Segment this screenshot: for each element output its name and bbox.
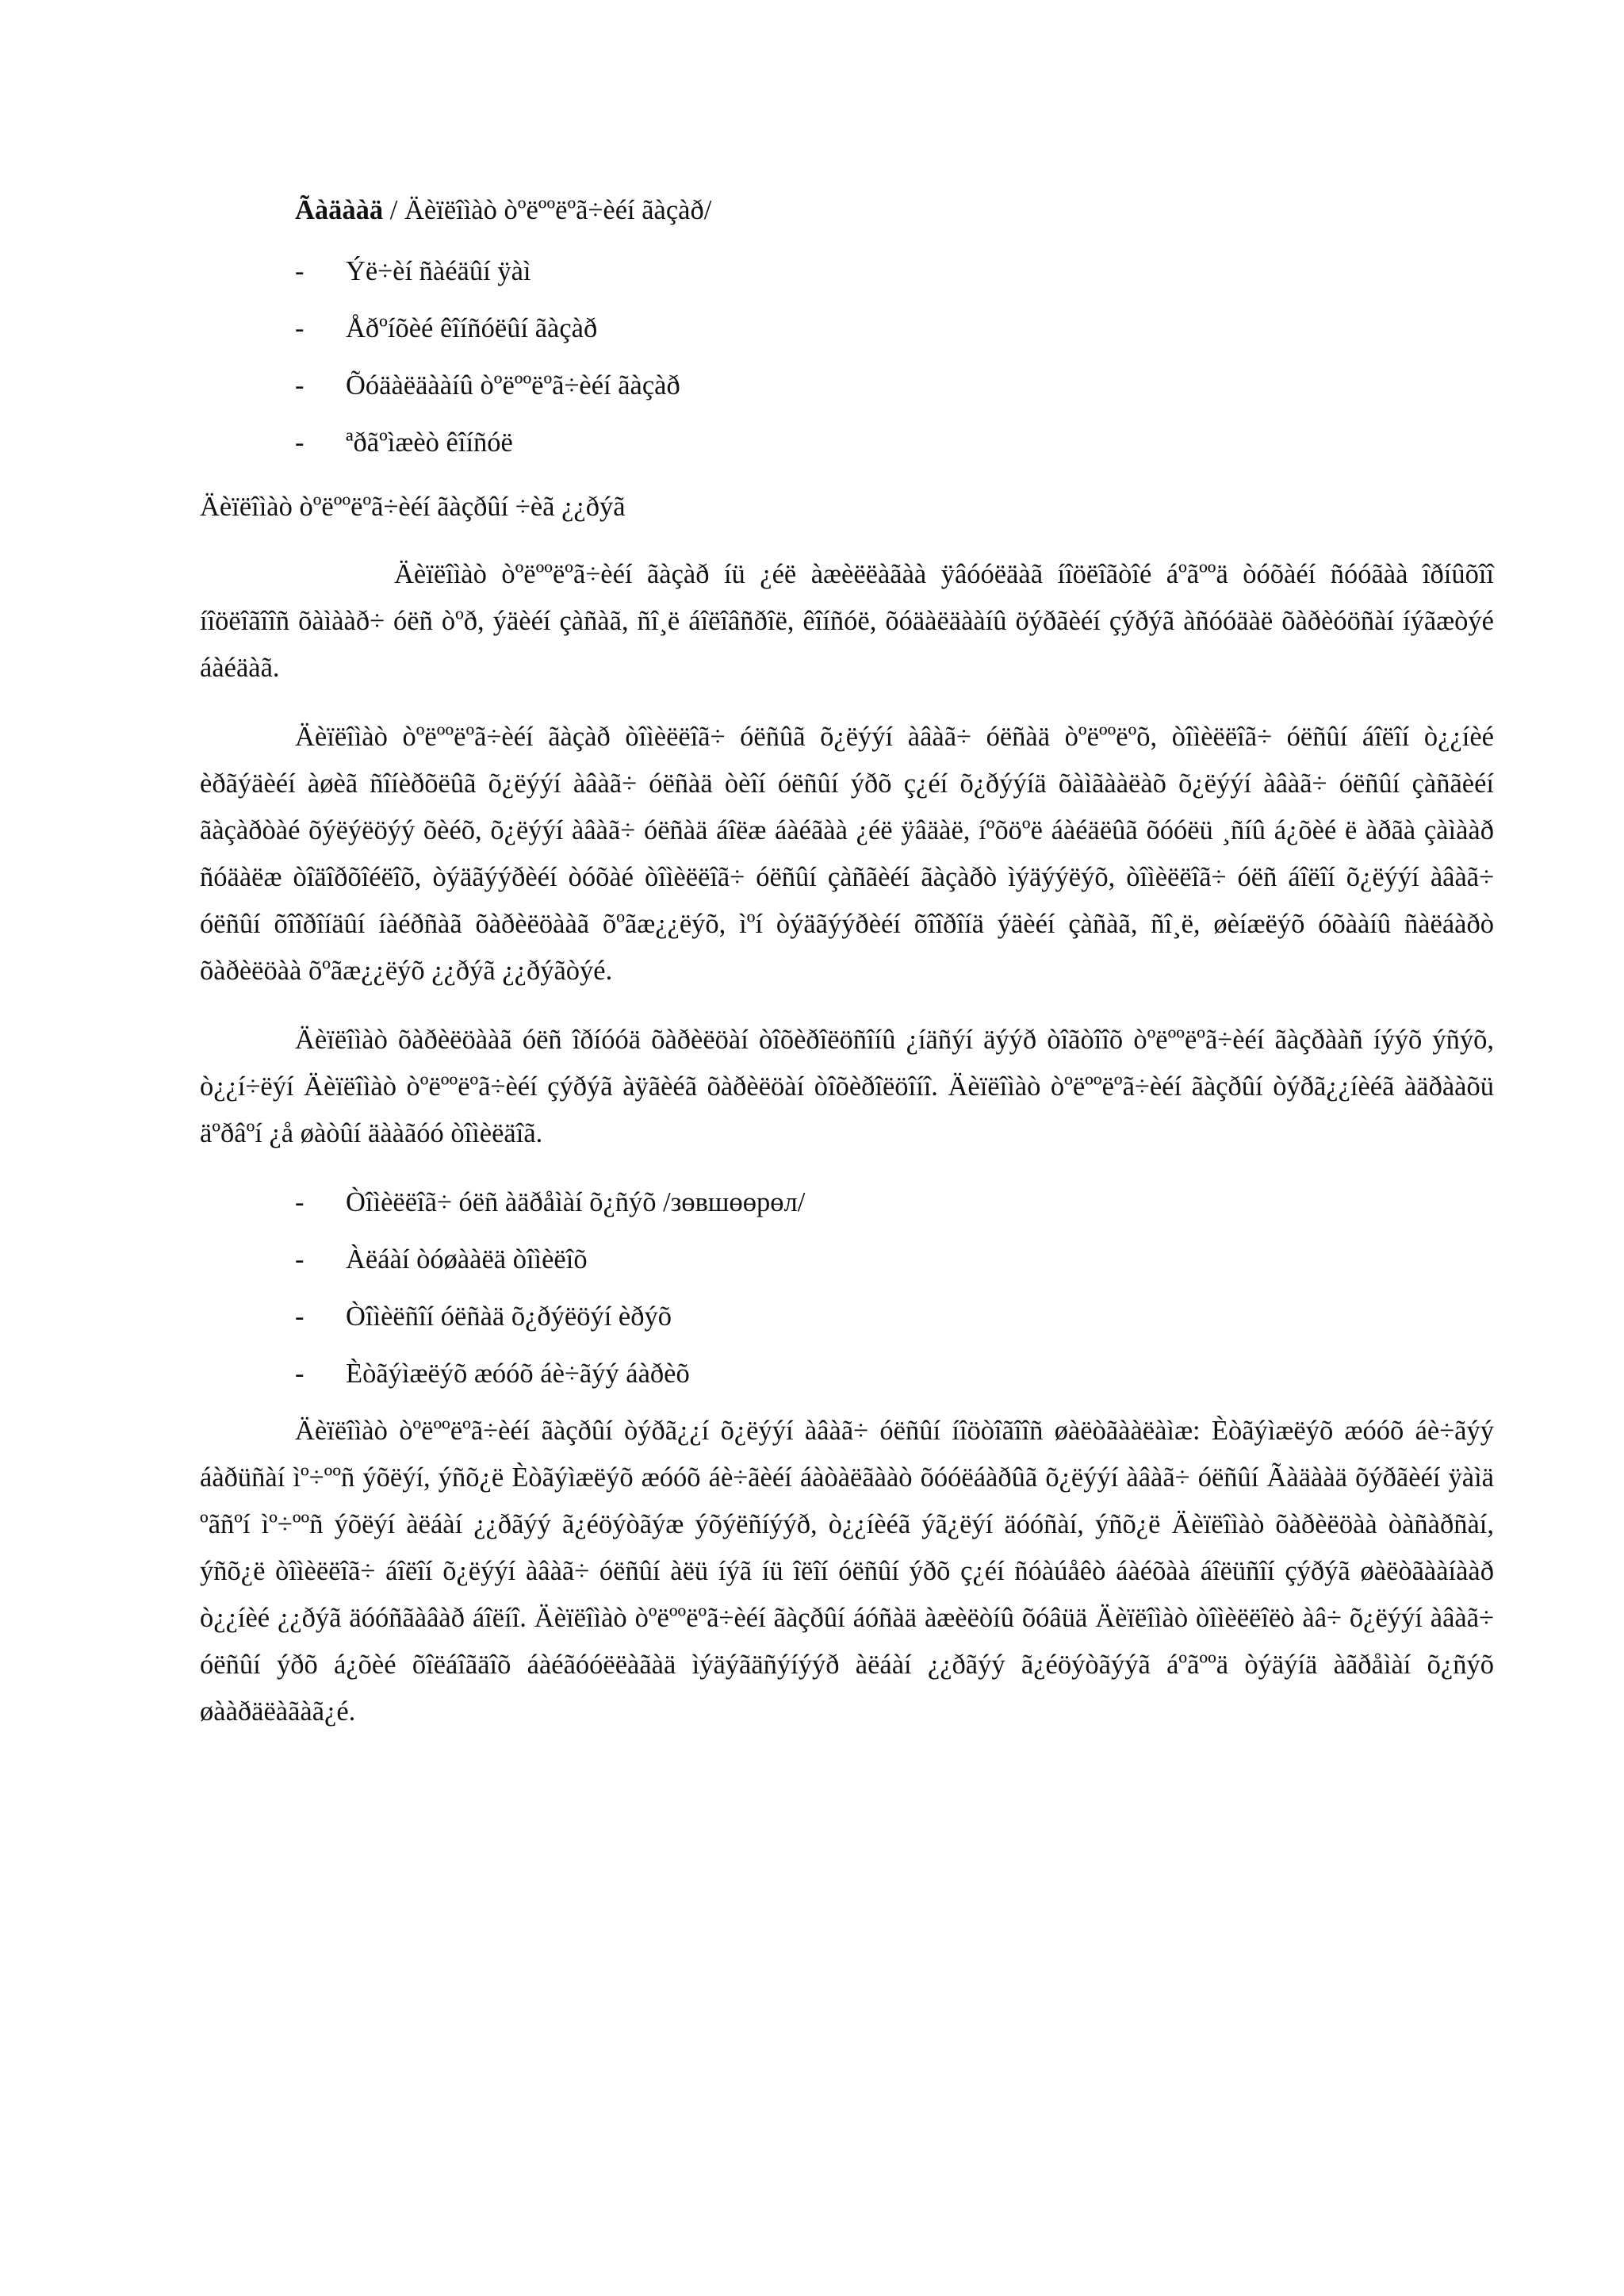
dash-bullet: - (295, 427, 304, 458)
list-item: - Õóäàëäààíû òºëººëºã÷èéí ãàçàð (295, 362, 1494, 409)
dash-bullet: - (295, 313, 304, 343)
dash-bullet: - (295, 1187, 304, 1217)
list-item: - Àëáàí òóøààëä òîìèëîõ (295, 1236, 1494, 1283)
section-subtitle: Äèïëîìàò òºëººëºã÷èéí ãàçðûí ÷èã ¿¿ðýã (200, 492, 626, 522)
dash-bullet: - (295, 370, 304, 401)
paragraph: Äèïëîìàò òºëººëºã÷èéí ãàçàð òîìèëëîã÷ óëñûã õ¿ëýýí àâàã÷ óëñàä òºëººëºõ, òîìèëëîã÷ óëñûí áîëîí ò¿¿íèé èðãýäèéí àøèã ñîíèðõëûã õ¿ëýýí àâàã÷ óëñàä òèîí óëñûí ýðõ ç¿éí õ¿ðýýíä õàìãààëàõ õ¿ëýýí àâàã÷ óëñûí çàñãèéí ãàçàðòàé õýëýëöýý õèéõ, õ¿ëýýí àâàã÷ óëñàä áîëæ áàéãàà ¿éë ÿâäàë, íºõöºë áàéäëûã õóóëü ¸ñíû á¿õèé ë àðãà çàìààð ñóäàëæ òîäîðõîéëîõ, òýäãýýðèéí òóõàé òîìèëëîã÷ óëñûí çàñãèéí ãàçàðò ìýäýýëýõ, òîìèëëîã÷ óëñ áîëîí õ¿ëýýí àâàã÷ óëñûí õîîðîíäûí íàéðñàã õàðèëöààã õºãæ¿¿ëýõ, ìºí òýäãýýðèéí õîîðîíä ýäèéí çàñàã, ñî¸ë, øèíæëýõ óõààíû ñàëáàðò õàðèëöàà õºãæ¿¿ëýõ ¿¿ðýã ¿¿ðýãòýé. (200, 722, 1494, 986)
heading-rest: / Äèïëîìàò òºëººëºã÷èéí ãàçàð/ (383, 195, 712, 225)
paragraph: Äèïëîìàò õàðèëöààã óëñ îðíóóä õàðèëöàí òîõèðîëöñîíû ¿íäñýí äýýð òîãòîîõ òºëººëºã÷èéí ãàçðààñ íýýõ ýñýõ, ò¿¿í÷ëýí Äèïëîìàò òºëººëºã÷èéí çýðýã àÿãèéã õàðèëöàí òîõèðîëöîíî. Äèïëîìàò òºëººëºã÷èéí ãàçðûí òýðã¿¿íèéã àäðààõü äºðâºí ¿å øàòûí äààãóó òîìèëäîã. (200, 1025, 1494, 1148)
appointment-steps-list (200, 1179, 1494, 1397)
list-item: - ªðãºìæèò êîíñóë (295, 420, 1494, 466)
dash-bullet: - (295, 1359, 304, 1389)
document-heading (200, 187, 1494, 234)
dash-bullet: - (295, 1301, 304, 1332)
mission-types-list (200, 248, 1494, 466)
closing-paragraph: Äèïëîìàò òºëººëºã÷èéí ãàçðûí òýðã¿¿í õ¿ëýýí àâàã÷ óëñûí íîöòîãîîñ øàëòãààëàìæ: Èòãýìæëýõ æóóõ áè÷ãýý áàðüñàí ìº÷ººñ ýõëýí, ýñõ¿ë Èòãýìæëýõ æóóõ áè÷ãèéí áàòàëãààò õóóëáàðûã õ¿ëýýí àâàã÷ óëñûí Ãàäààä õýðãèéí ÿàìä ºãñºí ìº÷ººñ ýõëýí àëáàí ¿¿ðãýý ã¿éöýòãýæ ýõýëñíýýð, ò¿¿íèéã ýã¿ëýí äóóñàí, ýñõ¿ë Äèïëîìàò õàðèëöàà òàñàðñàí, ýñõ¿ë òîìèëëîã÷ áîëîí õ¿ëýýí àâàã÷ óëñûí àëü íýã íü îëîí óëñûí ýðõ ç¿éí ñóàúåêò áàéõàà áîëüñîí çýðýã øàëòãààíààð ò¿¿íèé ¿¿ðýã äóóñãàâàð áîëíî. Äèïëîìàò òºëººëºã÷èéí ãàçðûí áóñàä àæèëòíû õóâüä Äèïëîìàò òîìèëëîëò àâ÷ õ¿ëýýí àâàã÷ óëñûí ýðõ á¿õèé õîëáîãäîõ áàéãóóëëàãàä ìýäýãäñýíýýð àëáàí ¿¿ðãýý ã¿éöýòãýýã áºãººä òýäýíä àãðåìàí õ¿ñýõ øààðäëàãàã¿é. (200, 1416, 1494, 1727)
paragraph: Äèïëîìàò òºëººëºã÷èéí ãàçàð íü ¿éë àæèëëàãàà ÿâóóëäàã íîöëîãòîé áºãººä òóõàéí ñóóãàà îðíûõîî íîöëîãîîñ õàìààð÷ óëñ òºð, ýäèéí çàñàã, ñî¸ë áîëîâñðîë, êîíñóë, õóäàëäààíû öýðãèéí çýðýã àñóóäàë õàðèóöñàí íýãæòýé áàéäàã. (200, 559, 1494, 683)
dash-bullet: - (295, 256, 304, 286)
list-item: - Èòãýìæëýõ æóóõ áè÷ãýý áàðèõ (295, 1351, 1494, 1397)
list-item: - Åðºíõèé êîíñóëûí ãàçàð (295, 305, 1494, 352)
list-item: - Òîìèëñîí óëñàä õ¿ðýëöýí èðýõ (295, 1294, 1494, 1340)
dash-bullet: - (295, 1244, 304, 1274)
list-item: - Òîìèëëîã÷ óëñ àäðåìàí õ¿ñýõ /зөвшөөрөл/ (295, 1179, 1494, 1226)
document-page (200, 187, 1494, 1757)
heading-bold: Ãàäààä (295, 195, 384, 225)
list-item: - Ýë÷èí ñàéäûí ÿàì (295, 248, 1494, 295)
